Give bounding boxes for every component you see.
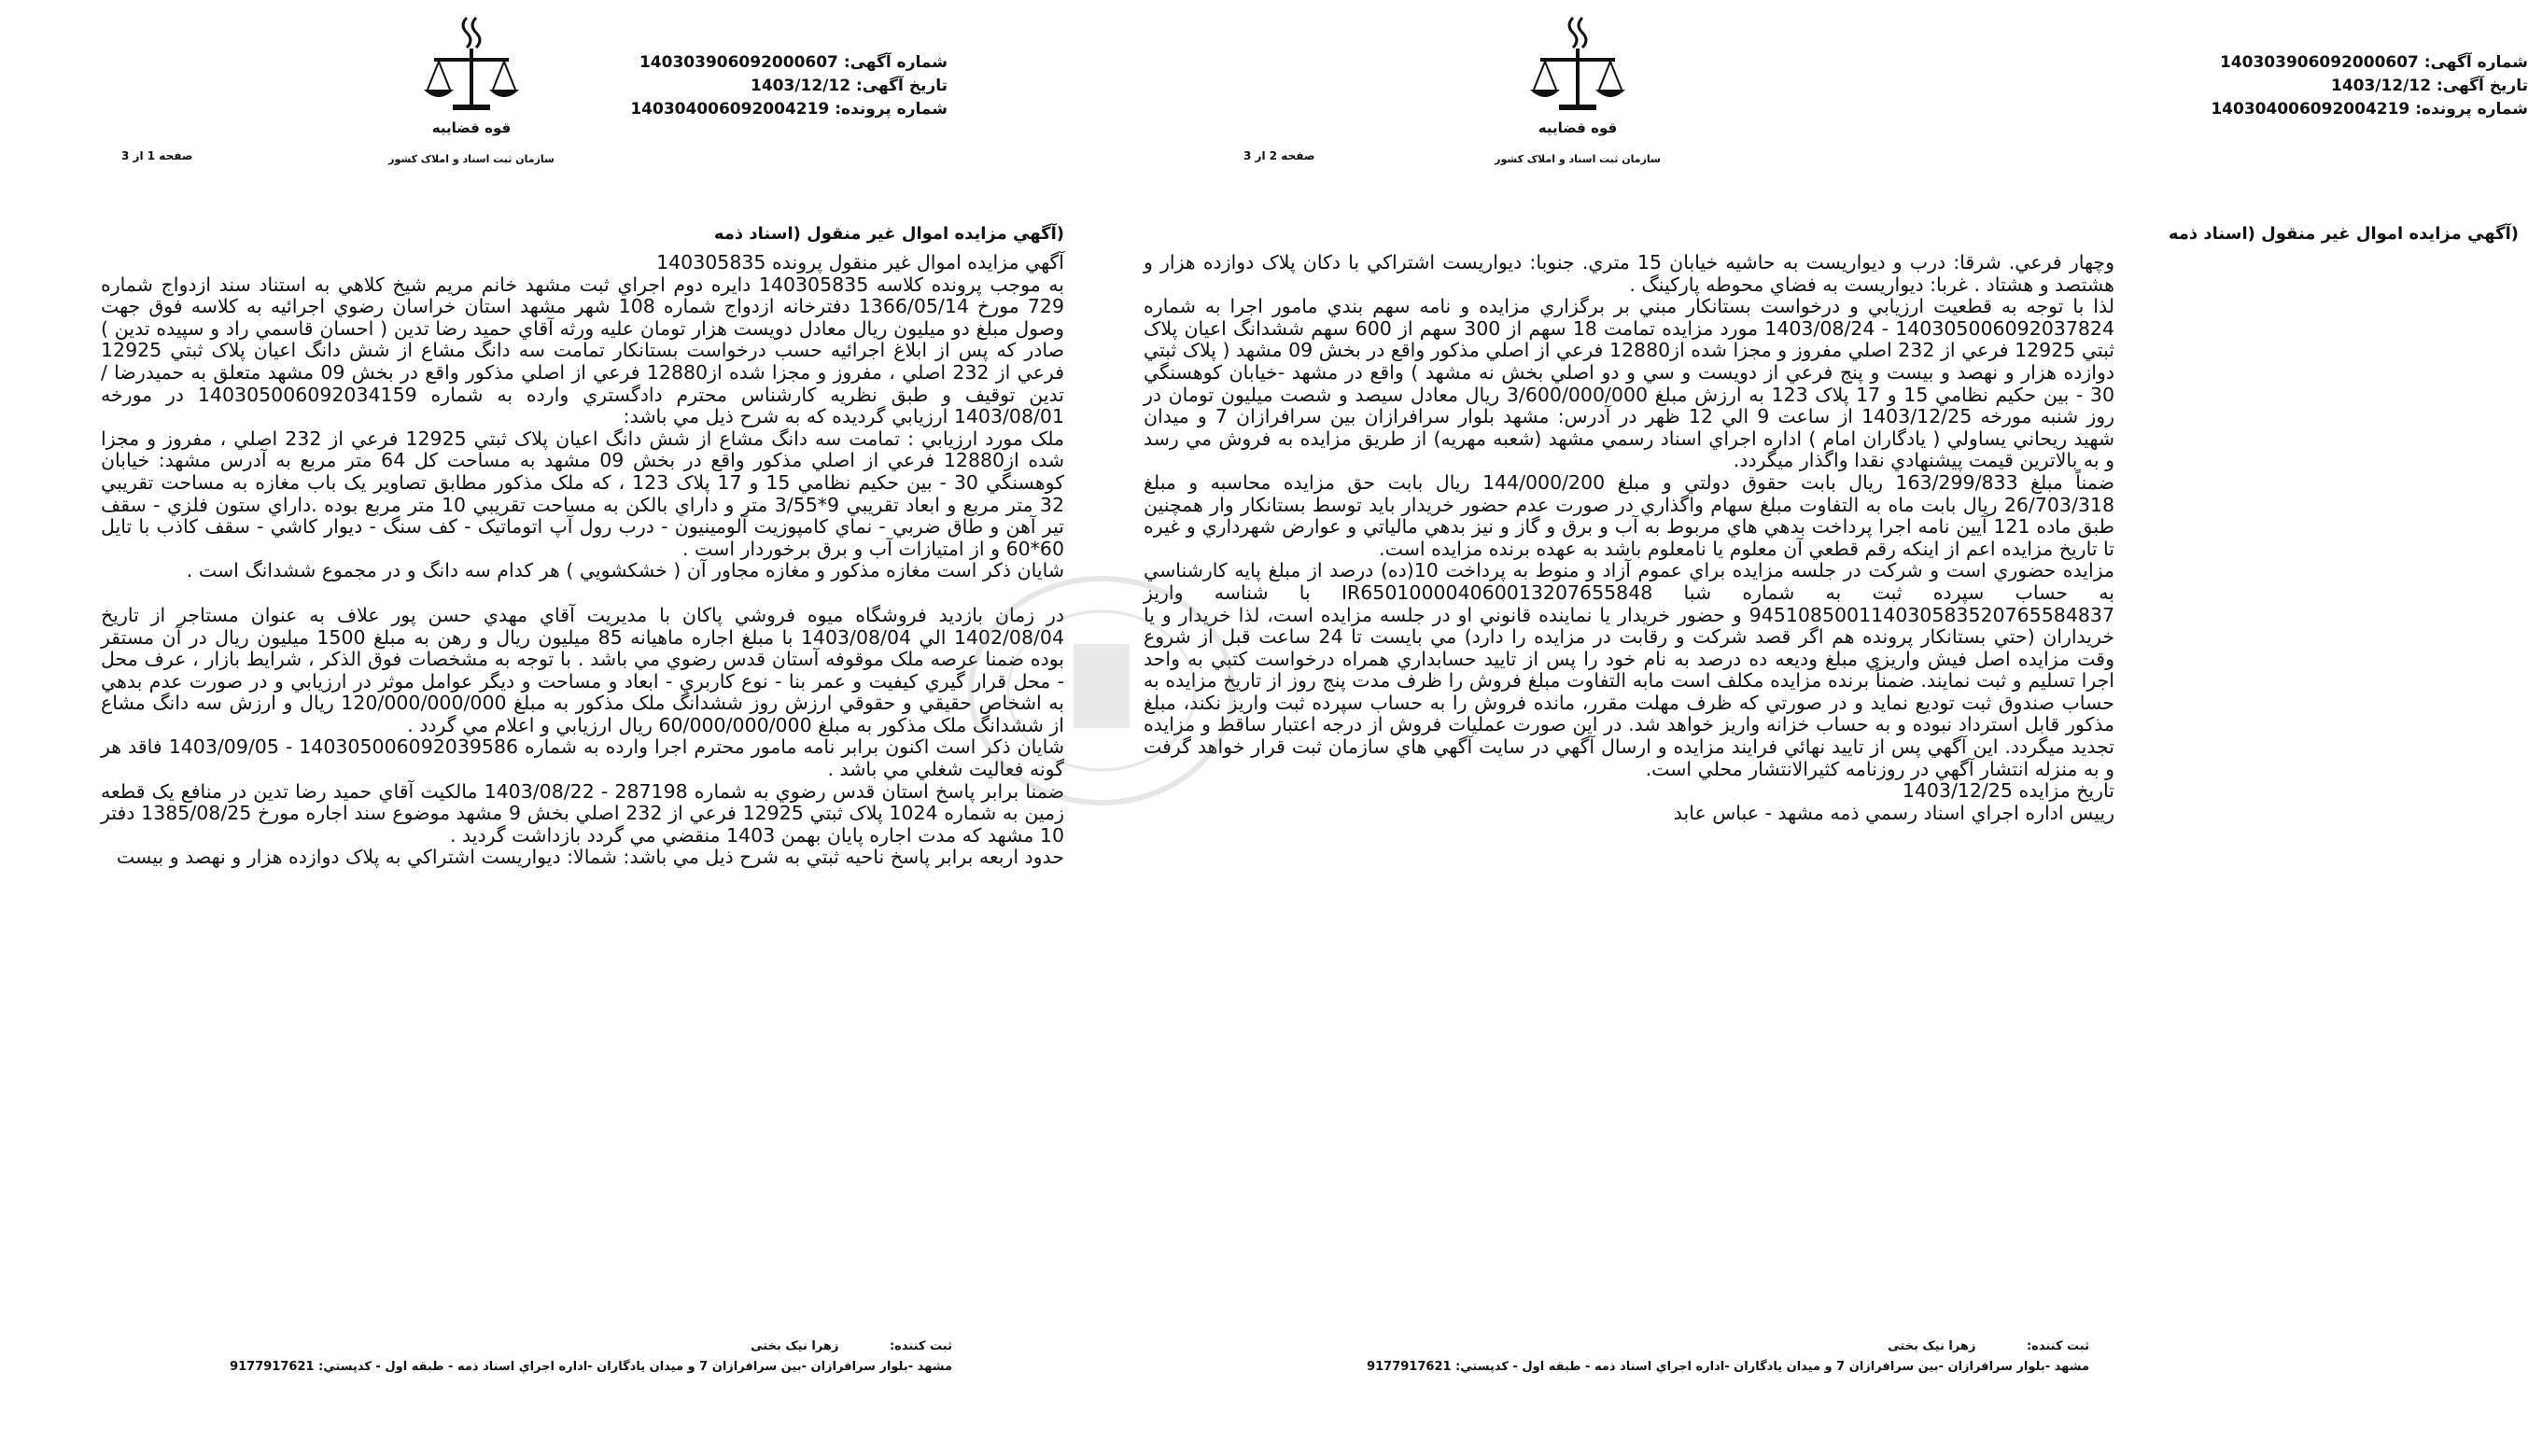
notice-date-label: تاریخ آگهی:: [2436, 77, 2528, 95]
document-body: [101, 252, 1064, 869]
registrar-row: [1174, 1337, 2089, 1357]
emblem-caption: قوه قضاییه: [1538, 119, 1618, 136]
notice-number: 140303906092000607: [2219, 53, 2419, 72]
paragraph: ملک مورد ارزيابي : تمامت سه دانگ مشاع از شش دانگ اعيان پلاک ثبتي 12925 فرعي از 232 اصلي ، مفروز و مجزا شده از12880 فرعي از اصلي مذكور واقع در بخش 09 مشهد به مساحت كل 64 متر مربع به آدرس مشهد: خيابان كوهسنگي 30 - بين حكيم نظامي 15 و 17 پلاک 123 ، كه ملک مذكور مطابق تصاوير يک باب مغازه به مساحت تقريبي 32 متر مربع و ابعاد تقريبي 9*3/55 متر و داراي بالكن به مساحت تقريبي 10 متر مربع بوده .داراي ستون فلزي - سقف تير آهن و طاق ضربي - نماي كامپوزيت آلومينيون - درب رول آپ اتوماتيک - كف سنگ - ديوار كاشي - سقف كاذب با تايل 60*60 و از امتيازات آب و برق برخوردار است .: [101, 427, 1065, 560]
notice-header: [630, 51, 948, 121]
paragraph: تاريخ مزايده 1403/12/25: [1902, 779, 2114, 803]
paragraph: رييس اداره اجراي اسناد رسمي ذمه مشهد - عباس عابد: [1673, 801, 2114, 824]
footer-address: مشهد -بلوار سرافرازان -بين سرافرازان 7 و ميدان يادگاران -اداره اجراي اسناد ذمه - طبقه اول - كدپستي: 9177917621: [1367, 1360, 2089, 1374]
document-body: [1144, 252, 2114, 824]
case-number-row: [630, 98, 948, 121]
case-number: 140304006092004219: [2211, 100, 2410, 119]
case-number: 140304006092004219: [630, 100, 830, 119]
judiciary-emblem-logo: [388, 13, 555, 176]
judiciary-emblem-logo: [1495, 13, 1661, 176]
paragraph: وچهار فرعي. شرقا: درب و ديواريست به حاشيه خيابان 15 متري. جنوبا: ديواريست اشتراكي با دكان پلاک دوازده هزار و هشتصد و هشتاد . غربا: ديواريست به فضاي محوطه پاركينگ .: [1144, 251, 2114, 296]
notice-date-row: [2211, 75, 2528, 98]
notice-number-label: شماره آگهی:: [843, 53, 948, 72]
paragraph: ضمنا برابر پاسخ استان قدس رضوي به شماره 287198 - 1403/08/22 مالكيت آقاي حميد رضا تدين در منافع يک قطعه زمين به شماره 1024 پلاک ثبتي 12925 فرعي از 232 اصلي بخش 9 مشهد موضوع سند اجاره مورخ 1385/08/25 دفتر 10 مشهد كه مدت اجاره پايان بهمن 1403 منقضي مي گردد بازداشت گرديد .: [101, 779, 1064, 847]
notice-number-row: [2211, 51, 2528, 75]
registrar-label: ثبت کننده:: [2026, 1339, 2089, 1353]
footer-address: مشهد -بلوار سرافرازان -بين سرافرازان 7 و ميدان يادگاران -اداره اجراي اسناد ذمه - طبقه اول - كدپستي: 9177917621: [230, 1360, 952, 1374]
notice-date: 1403/12/12: [750, 77, 851, 95]
notice-number: 140303906092000607: [639, 53, 838, 72]
notice-date: 1403/12/12: [2330, 77, 2432, 95]
notice-number-row: [630, 51, 948, 75]
paragraph: شايان ذكر است مغازه مذكور و مغازه مجاور آن ( خشكشويي ) هر كدام سه دانگ و در مجموع ششدانگ است .: [186, 559, 1064, 582]
document-title: (آگهي مزايده اموال غير منقول (اسناد ذمه: [2168, 224, 2519, 244]
notice-number-label: شماره آگهی:: [2423, 53, 2528, 72]
paragraph: حدود اربعه برابر پاسخ ناحيه ثبتي به شرح ذيل مي باشد: شمالا: ديواريست اشتراكي به پلاک دوازده هزار و نهصد و بيست: [116, 846, 1064, 869]
case-number-label: شماره پرونده:: [2415, 100, 2528, 119]
document-title: (آگهي مزايده اموال غير منقول (اسناد ذمه: [713, 224, 1064, 244]
document-page-1: [0, 0, 1064, 1456]
paragraph: لذا با توجه به قطعيت ارزيابي و درخواست بستانكار مبني بر برگزاري مزايده و نامه سهم بندي مامور اجرا به شماره 140305006092037824 - 1403/08/24 مورد مزايده تمامت 18 سهم از 300 سهم از 600 سهم ششدانگ اعيان پلاک ثبتي 12925 فرعي از 232 اصلي مفروز و مجزا شده از12880 فرعي از اصلي مذكور واقع در بخش 09 مشهد ( پلاک ثبتي دوازده هزار و نهصد و بيست و پنج فرعي از دويست و سي و دو اصلي بخش نه مشهد ) واقع در مشهد -خيابان كوهسنگي 30 - بين حكيم نظامي 15 و 17 پلاک 123 به ارزش مبلغ 3/600/000/000 ريال معادل سيصد و شصت ميليون تومان در روز شنبه مورخه 1403/12/25 از ساعت 9 الي 12 ظهر در آدرس: مشهد بلوار سرافرازان بين سرافرازان 7 و ميدان شهيد ريحاني يساولي ( يادگاران امام ) اداره اجراي اسناد رسمي مشهد (شعبه مهريه) از طريق مزايده به فروش مي رسد و به بالاترين قيمت پيشنهادي نقدا واگذار ميگردد.: [1144, 295, 2115, 472]
document-page-2: [1125, 0, 2528, 1456]
notice-date-label: تاریخ آگهی:: [855, 77, 948, 95]
page-footer: [1174, 1337, 2089, 1378]
case-number-row: [2211, 98, 2528, 121]
page-footer: [112, 1337, 952, 1378]
paragraph: به موجب پرونده كلاسه 140305835 دايره دوم اجراي ثبت مشهد خانم مريم شيخ كلاهي به استناد سند ازدواج شماره 729 مورخ 1366/05/14 دفترخانه ازدواج شماره 108 شهر مشهد استان خراسان رضوي اجرائيه به كلاسه فوق جهت وصول مبلغ دو ميليون ريال معادل دويست هزار تومان عليه ورثه آقاي حميد رضا تدين ( احسان قاسمي راد و سپيده تدين ) صادر كه پس از ابلاغ اجرائيه حسب درخواست بستانكار تمامت سه دانگ مشاع از شش دانگ اعيان پلاک ثبتي 12925 فرعي از 232 اصلي ، مفروز و مجزا شده از12880 فرعي از اصلي مذكور واقع در بخش 09 مشهد متعلق به حميدرضا / تدين توقيف و طبق نظريه كارشناس محترم دادگستري وارده به شماره 140305006092034159 در مورخه 1403/08/01 ارزيابي گرديده كه به شرح ذيل مي باشد:: [101, 273, 1065, 428]
notice-header: [2211, 51, 2528, 121]
organization-name: سازمان ثبت اسناد و املاک کشور: [1495, 153, 1661, 165]
registrar-label: ثبت کننده:: [889, 1339, 952, 1353]
case-number-label: شماره پرونده:: [835, 100, 948, 119]
page-number: صفحه 1 از 3: [121, 149, 193, 162]
registrar-name: زهرا نیک بختی: [751, 1339, 839, 1353]
registrar-name: زهرا نیک بختی: [1888, 1339, 1976, 1353]
page-number: صفحه 2 از 3: [1243, 149, 1315, 162]
paragraph: ضمناً مبلغ 163/299/833 ريال بابت حقوق دولتي و مبلغ 144/000/200 ريال بابت حق مزايده محاسبه و مبلغ 26/703/318 ريال بابت ماه به التفاوت مبلغ سهام واگذاري در صورت عدم حضور خريدار بايد توسط بستانكار وار همچنين طبق ماده 121 آيين نامه اجرا پرداخت بدهي هاي مربوط به آب و برق و گاز و نيز بدهي مالياتي و عوارض شهرداري و غيره تا تاريخ مزايده اعم از اينكه رقم قطعي آن معلوم يا نامعلوم باشد به عهده برنده مزايده است.: [1144, 470, 2115, 560]
paragraph: آگهي مزايده اموال غير منقول پرونده 140305835: [656, 251, 1064, 273]
organization-name: سازمان ثبت اسناد و املاک کشور: [388, 153, 555, 165]
paragraph: مزايده حضوري است و شركت در جلسه مزايده براي عموم آزاد و منوط به پرداخت 10(ده) درصد از مبلغ پايه كارشناسي به حساب سپرده ثبت به شماره شبا IR650100004060013207655848 با شناسه واريز 945108500114030583520765584837 و حضور خريدار يا نماينده قانوني او در جلسه مزايده است، لذا خريدار و يا خريداران (حتي بستانكار پرونده هم اگر قصد شركت و رقابت در مزايده را دارد) مي بايست تا 24 ساعت قبل از شروع وقت مزايده اصل فيش واريزي مبلغ وديعه ده درصد به نام خود را پس از تاييد حسابداري همراه درخواست كتبي به واحد اجرا تسليم و ثبت نمايند. ضمناً برنده مزايده مكلف است مابه التفاوت مبلغ فروش را ظرف مدت پنج روز از تاريخ مزايده به حساب صندوق ثبت توديع نمايد و در صورتي كه ظرف مهلت مقرر، مانده فروش را به حساب سپرده ثبت واريز نكند، مبلغ مذكور قابل استرداد نبوده و به حساب خزانه واريز خواهد شد. در اين صورت عمليات فروش از درجه اعتبار ساقط و مزايده تجديد ميگردد. اين آگهي پس از تاييد نهائي فرايند مزايده و ارسال آگهي در سايت آگهي هاي سازمان ثبت قرار خواهد گرفت و به منزله انتشار آگهي در روزنامه كثيرالانتشار محلي است.: [1144, 559, 2115, 780]
paragraph: شايان ذكر است اكنون برابر نامه مامور محترم اجرا وارده به شماره 140305006092039586 - 1403/09/05 فاقد هر گونه فعاليت شغلي مي باشد .: [101, 735, 1064, 781]
registrar-row: [112, 1337, 952, 1357]
emblem-caption: قوه قضاییه: [431, 119, 512, 136]
watermark-stamp: [952, 551, 1251, 831]
notice-date-row: [630, 75, 948, 98]
paragraph-spacer: [101, 582, 1064, 605]
paragraph: در زمان بازديد فروشگاه ميوه فروشي پاكان با مديريت آقاي مهدي حسن پور علاف به عنوان مستاجر از تاريخ 1402/08/04 الي 1403/08/04 با مبلغ اجاره ماهيانه 85 ميليون ريال و رهن به مبلغ 1500 ميليون ريال در آن مستقر بوده ضمنا عرصه ملک موقوفه آستان قدس رضوي مي باشد . با توجه به مشخصات فوق الذكر ، شرايط بازار ، عرف محل - محل قرار گيري كيفيت و عمر بنا - نوع كاربري - ابعاد و مساحت و ديگر عوامل موثر در ارزيابي و در صورت عدم بدهي به اشخاص حقيقي و حقوقي ارزش روز ششدانگ ملک مذكور به مبلغ 120/000/000/000 ريال و ارزش سه دانگ مشاع از ششدانگ ملک مذكور به مبلغ 60/000/000/000 ريال ارزيابي و اعلام مي گردد .: [101, 603, 1064, 736]
